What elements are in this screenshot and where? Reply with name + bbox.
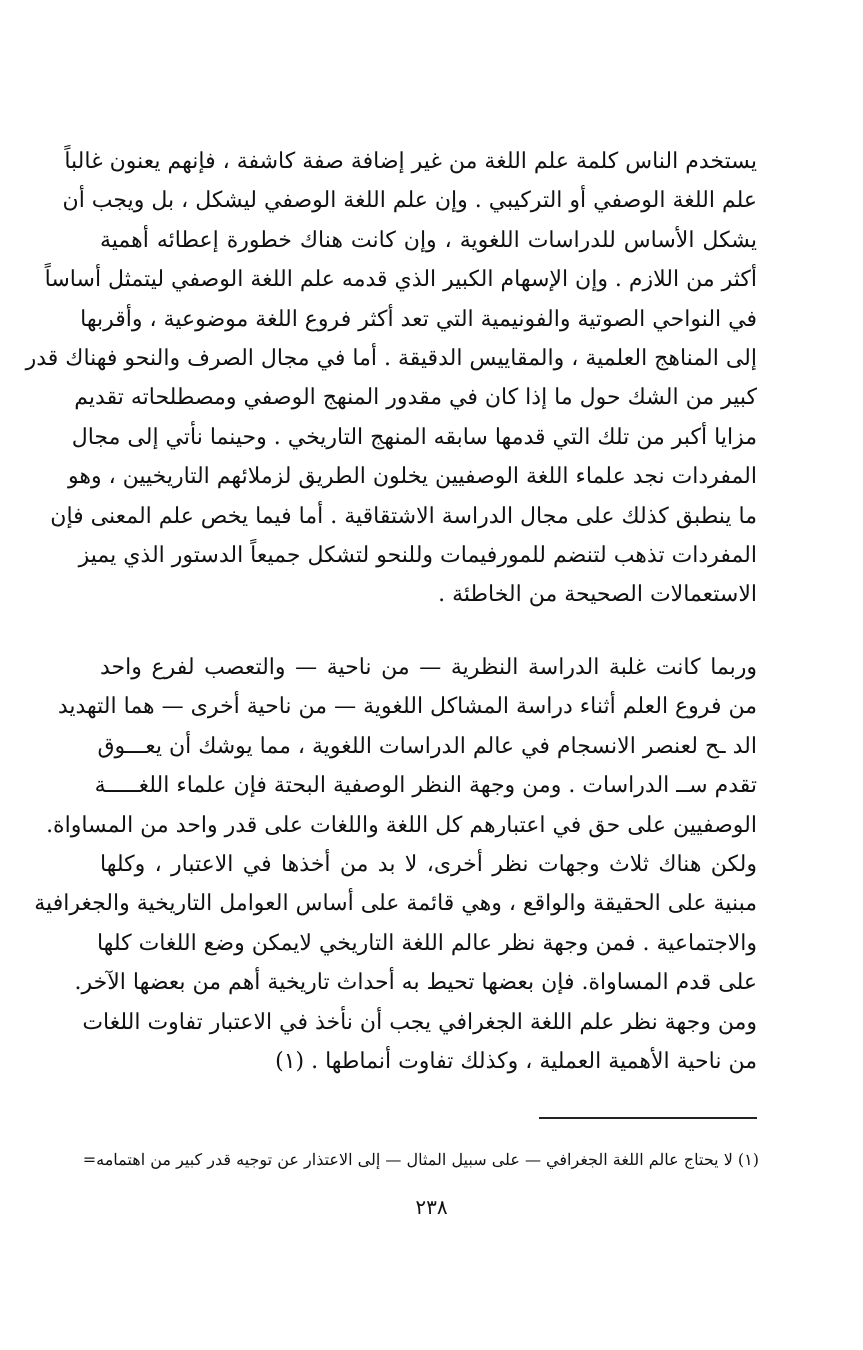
text-line: ما ينطبق كذلك على مجال الدراسة الاشتقاقية . أما فيما يخص علم المعنى فإن <box>50 503 757 529</box>
text-line: تقدم ســ الدراسات . ومن وجهة النظر الوصفية البحتة فإن علماء اللغـــــة <box>94 773 757 799</box>
text-line: من فروع العلم أثناء دراسة المشاكل اللغوية — من ناحية أخرى — هما التهديد <box>57 694 757 720</box>
text-line: والاجتماعية . فمن وجهة نظر عالم اللغة التاريخي لايمكن وضع اللغات كلها <box>96 930 757 956</box>
text-line: مزايا أكبر من تلك التي قدمها سابقه المنهج التاريخي . وحينما نأتي إلى مجال <box>71 424 757 450</box>
page-number: ٢٣٨ <box>415 1195 448 1219</box>
text-line: الد ـح لعنصر الانسجام في عالم الدراسات اللغوية ، مما يوشك أن يعـــوق <box>97 733 757 759</box>
text-line: في النواحي الصوتية والفونيمية التي تعد أكثر فروع اللغة موضوعية ، وأقربها <box>80 306 757 332</box>
text-line: ولكن هناك ثلاث وجهات نظر أخرى، لا بد من أخذها في الاعتبار ، وكلها <box>100 851 757 877</box>
text-line: المفردات نجد علماء اللغة الوصفيين يخلون الطريق لزملائهم التاريخيين ، وهو <box>67 464 757 490</box>
text-line: المفردات تذهب لتنضم للمورفيمات وللنحو لتشكل جميعاً الدستور الذي يميز <box>78 542 757 568</box>
text-line: الوصفيين على حق في اعتبارهم كل اللغة واللغات على قدر واحد من المساواة. <box>46 812 757 838</box>
text-line: وربما كانت غلبة الدراسة النظرية — من ناحية — والتعصب لفرع واحد <box>100 655 757 680</box>
paragraph-1 <box>25 142 757 615</box>
text-line: ومن وجهة نظر علم اللغة الجغرافي يجب أن نأخذ في الاعتبار تفاوت اللغات <box>82 1009 757 1035</box>
text-line: مبنية على الحقيقة والواقع ، وهي قائمة على أساس العوامل التاريخية والجغرافية <box>34 891 757 917</box>
text-line: إلى المناهج العلمية ، والمقاييس الدقيقة . أما في مجال الصرف والنحو فهناك قدر <box>25 345 757 371</box>
text-line: يشكل الأساس للدراسات اللغوية ، وإن كانت هناك خطورة إعطائه أهمية <box>100 227 757 253</box>
text-line: على قدم المساواة. فإن بعضها تحيط به أحداث تاريخية أهم من بعضها الآخر. <box>74 970 757 996</box>
paragraph-2 <box>34 648 757 1081</box>
text-line: علم اللغة الوصفي أو التركيبي . وإن علم اللغة الوصفي ليشكل ، بل ويجب أن <box>62 188 757 214</box>
text-line: كبير من الشك حول ما إذا كان في مقدور المنهج الوصفي ومصطلحاته تقديم <box>74 385 757 411</box>
text-line: من ناحية الأهمية العملية ، وكذلك تفاوت أنماطها . (١) <box>275 1048 757 1074</box>
footnote: (١) لا يحتاج عالم اللغة الجغرافي — على سبيل المثال — إلى الاعتذار عن توجيه قدر كبير من اهتمامه= <box>82 1150 759 1169</box>
text-line: أكثر من اللازم . وإن الإسهام الكبير الذي قدمه علم اللغة الوصفي ليتمثل أساساً <box>44 267 757 293</box>
footnote-divider <box>539 1117 757 1119</box>
text-line: الاستعمالات الصحيحة من الخاطئة . <box>438 582 757 608</box>
text-line: يستخدم الناس كلمة علم اللغة من غير إضافة صفة كاشفة ، فإنهم يعنون غالباً <box>64 149 757 174</box>
